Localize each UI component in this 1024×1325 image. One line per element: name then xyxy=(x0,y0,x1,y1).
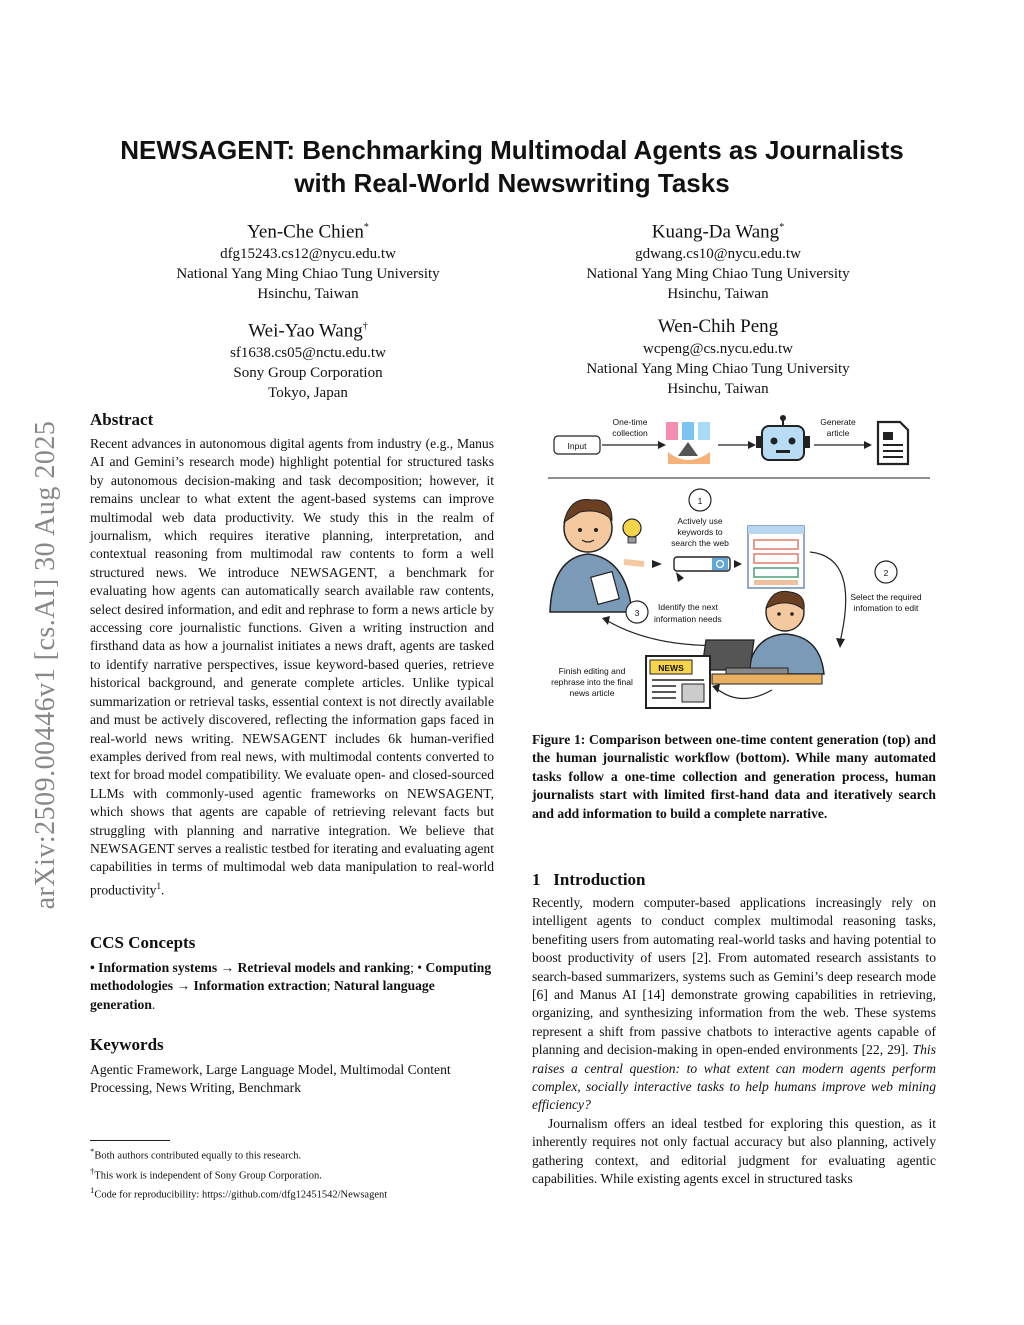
arxiv-identifier: arXiv:2509.00446v1 [cs.AI] 30 Aug 2025 xyxy=(30,420,61,910)
browser-window-icon xyxy=(748,526,804,588)
introduction-section xyxy=(532,870,936,1189)
arrow-head xyxy=(864,441,872,449)
svg-text:keywords to: keywords to xyxy=(677,527,723,537)
footnote: $^1$Code for reproducibility: https://github.com/dfg12451542/Newsagent xyxy=(90,1185,388,1201)
footnotes xyxy=(90,1144,494,1203)
author-name: Kuang-Da Wang xyxy=(651,221,780,243)
one-time-label: One-time xyxy=(612,417,648,427)
arrow-head xyxy=(712,684,720,693)
section-heading: 1 Introduction xyxy=(532,870,646,889)
svg-text:NEWS: NEWS xyxy=(658,663,684,673)
svg-text:search the web: search the web xyxy=(671,538,729,548)
author-location: Hsinchu, Taiwan xyxy=(667,381,769,397)
author-name: Wen-Chih Peng xyxy=(657,316,779,337)
footnote: †This work is independent of Sony Group Corporation. xyxy=(90,1165,322,1181)
figure-caption: Figure 1: Comparison between one-time content generation (top) and the human journalistic workflow (bottom). While many automated tasks follow a one-time collection and generation process, human journalists start with limited first-hand data and iteratively search and add information to build a complete narrative. xyxy=(532,732,936,821)
arrow-head xyxy=(836,638,845,648)
journalist-illustration xyxy=(550,499,644,612)
section-heading: Keywords xyxy=(90,1035,164,1054)
paper-title: NEWSAGENT: Benchmarking Multimodal Agents as Journalists with Real-World Newswriting Tasks xyxy=(120,135,904,198)
intro-paragraph-1: Recently, modern computer-based applications increasingly rely on intelligent agents to conduct complex multimodal reasoning tasks, benefiting users from automating real-world tasks and having potential to boost productivity of users [2]. From automated research assistants to search-based summarizers, systems such as Gemini’s deep research mode [6] and Manus AI [14] demonstrate growing capabilities in retrieving, organizing, and synthesizing information from the web. These systems represent a shift from passive chatbots to interactive agents capable of planning and decision-making in open-ended environments [22, 29]. This raises a central question: to what extent can modern agents perform complex, socially interactive tasks to help humans improve web mining efficiency? xyxy=(532,895,936,1113)
arrow-head xyxy=(734,560,742,568)
document-icon xyxy=(698,422,710,440)
figure-1 xyxy=(540,412,940,717)
author-location: Hsinchu, Taiwan xyxy=(257,286,359,303)
arrow-head xyxy=(748,441,756,449)
svg-text:news article: news article xyxy=(569,688,615,698)
author-affiliation: Sony Group Corporation xyxy=(233,365,383,382)
svg-text:rephrase into the final: rephrase into the final xyxy=(551,677,633,687)
author-location: Tokyo, Japan xyxy=(268,385,348,402)
author-affiliation: National Yang Ming Chiao Tung University xyxy=(586,266,850,283)
abstract-section xyxy=(90,410,494,900)
author-location: Hsinchu, Taiwan xyxy=(667,286,769,303)
section-heading: CCS Concepts xyxy=(90,933,196,952)
newspaper-icon xyxy=(646,656,710,708)
svg-text:3: 3 xyxy=(634,608,640,618)
author-email: wcpeng@cs.nycu.edu.tw xyxy=(642,341,794,357)
svg-text:information needs: information needs xyxy=(654,614,722,624)
author-block-2: Kuang-Da Wang* gdwang.cs10@nycu.edu.tw National Yang Ming Chiao Tung University Hsinchu, Taiwan xyxy=(508,216,928,304)
author-email: dfg15243.cs12@nycu.edu.tw xyxy=(220,246,396,263)
svg-text:Identify the next: Identify the next xyxy=(658,602,719,612)
arrow-head xyxy=(658,441,666,449)
author-affiliation: National Yang Ming Chiao Tung University xyxy=(176,266,440,283)
flow-arrow xyxy=(810,552,846,642)
author-affiliation: National Yang Ming Chiao Tung University xyxy=(586,361,850,377)
ccs-concepts: • Information systems → Retrieval models and ranking; • Computing methodologies → Information extraction; Natural language generation. xyxy=(90,960,492,1012)
ccs-section xyxy=(90,933,494,1014)
svg-text:1: 1 xyxy=(697,496,703,506)
author-email: gdwang.cs10@nycu.edu.tw xyxy=(635,246,801,263)
author-block-1: Yen-Che Chien* dfg15243.cs12@nycu.edu.tw National Yang Ming Chiao Tung University Hsinchu, Taiwan xyxy=(98,216,518,304)
search-bar-icon xyxy=(674,557,730,582)
svg-text:infomation to edit: infomation to edit xyxy=(853,603,919,613)
input-label: Input xyxy=(567,441,587,451)
svg-text:Select the required: Select the required xyxy=(850,592,922,602)
robot-icon xyxy=(756,415,810,460)
keywords-section xyxy=(90,1035,494,1098)
svg-text:2: 2 xyxy=(883,568,889,578)
lightbulb-icon xyxy=(623,519,641,543)
section-heading: Abstract xyxy=(90,410,154,429)
arrow-head xyxy=(652,560,662,568)
author-block-4 xyxy=(508,315,928,399)
figure-1-diagram xyxy=(540,412,940,717)
svg-text:Actively use: Actively use xyxy=(677,516,723,526)
generate-label: Generate xyxy=(820,417,856,427)
footnote: *Both authors contributed equally to this research. xyxy=(90,1146,302,1162)
flow-arrow xyxy=(716,688,772,699)
author-name: Yen-Che Chien xyxy=(247,221,364,243)
keywords-text: Agentic Framework, Large Language Model, Multimodal Content Processing, News Writing, Benchmark xyxy=(90,1062,451,1096)
abstract-paragraph: Recent advances in autonomous digital agents from industry (e.g., Manus AI and Gemini’s research mode) highlight potential for structured tasks by autonomous decision-making and task decomposition; however, it remains unclear to what extent the agent-based systems can improve multimodal web data productivity. We study this in the realm of journalism, which requires iterative planning, interpretation, and contextual reasoning from multimodal raw contents to form a well structured news. We introduce NEWSAGENT, a benchmark for evaluating how agents can automatically search available raw contents, select desired information, and edit and rephrase to form a news article by accessing core journalistic functions. Given a writing instruction and firsthand data as how a journalist initiates a news draft, agents are tasked to identify narrative perspectives, issue keyword-based queries, retrieve historical background, and generate complete articles. Unlike typical summarization or retrieval tasks, essential context is not directly available and must be actively discovered, reflecting the information gaps faced in real-world news writing. NEWSAGENT includes 6k human-verified examples derived from real news, with multimodal contents converted to text for broad model compatibility. We evaluate open- and closed-sourced LLMs with commonly-used agentic frameworks on NEWSAGENT, which shows that agents are capable of retrieving relevant facts but struggling with planning and narrative integration. We believe that NEWSAGENT serves a realistic testbed for iterating and evaluating agent capabilities in terms of multimodal web data manipulation to real-world productivity$^1$. xyxy=(90,436,494,898)
author-name: Wei-Yao Wang xyxy=(248,320,363,342)
arrow-head xyxy=(602,616,610,625)
funnel-icon xyxy=(678,442,698,456)
document-icon xyxy=(682,422,694,440)
svg-text:Finish editing and: Finish editing and xyxy=(558,666,626,676)
journalist-laptop-illustration xyxy=(702,591,824,684)
document-icon xyxy=(666,422,678,440)
intro-paragraph-2: Journalism offers an ideal testbed for exploring this question, as it inherently requires not only factual accuracy but also planning, actively gathering context, and editorial judgment for evaluating agentic capabilities. While existing agents excel in structured tasks xyxy=(532,1115,936,1187)
article-icon xyxy=(878,422,908,464)
one-time-label: collection xyxy=(612,428,648,438)
author-block-3: Wei-Yao Wang† sf1638.cs05@nctu.edu.tw Sony Group Corporation Tokyo, Japan xyxy=(98,315,518,403)
footnote-rule xyxy=(90,1140,170,1141)
generate-label: article xyxy=(826,428,850,438)
author-email: sf1638.cs05@nctu.edu.tw xyxy=(230,345,386,362)
